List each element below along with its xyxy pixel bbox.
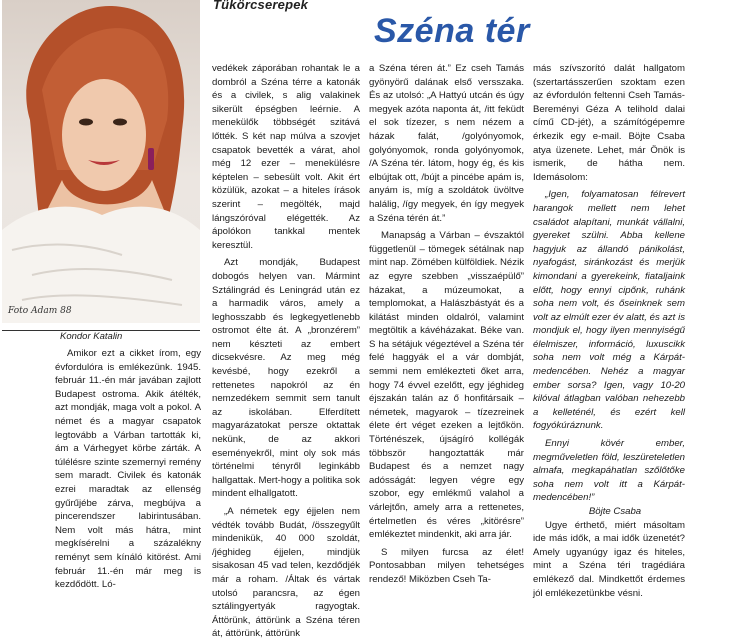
photo-signature: Foto Adam 88 (8, 306, 72, 316)
paragraph: „A németek egy éjjelen nem védték tovább Budát, /összegyűlt mindenikük, 40 000 szoldát, /jéghideg éjjelen, mindjük sisakosan 45 vad telen, kezdődjék már a roham. /Áltak és vártak utolsó parancsra, az égen sztálingyertyák ragyogtak. Áttörünk, áttörünk a Széna téren át, áttörünk, áttörünk (212, 506, 360, 640)
paragraph: vedékek záporában rohantak le a dombról a Széna térre a katonák és a civilek, s alig valakinek sikerült épségben leérnie. A menekülők többségét szitává lőtték. S két nap múlva a szovjet csapatok bevették a várat, ahol még 12 ezer – menekülésre képtelen – sebesült volt. Akit ért közülük, azokat – a hiteles írások szerint – megölték, majd lángszóróval elégették. Az ápolókon tankkal mentek keresztül. (212, 63, 360, 251)
article-title: Széna tér (374, 12, 530, 50)
portrait-illustration (2, 0, 200, 323)
text-column-1 (55, 347, 201, 592)
paragraph: Azt mondják, Budapest dobogós helyen van. Mármint Sztálingrád és Leningrád után ez a harmadik város, amely a leghosszabb és legkegyetlenebb ostromot élte át. A „bronzérem” nem készteti az embert dicsekvésre. Az meg még kevésbé, hogy ezekről a rettenetes napokról az én nemzedékem semmit sem tanult az iskolában. Elferdített magyarázatokat persze oktattak nekünk, de az akkori eseményekről, mint oly sok más történelmi tényről leginkább hallgattak. Mert-hogy a politika sok mindent elhallgatott. (212, 257, 360, 500)
paragraph: Amikor ezt a cikket írom, egy évfordulóra is emlékezünk. 1945. február 11.-én már javában zajlott Budapest ostroma. Akik átélték, azt mondják, maga volt a pokol. A német és a magyar csapatok legtovább a Várban tartották ki, ám a Várhegyet körbe zárták. A túlélésre szinte szemernyi remény sem maradt. Civilek és katonák ezrei maradtak az ellenség gyűrűjébe zárva, megbújva a pincerendszer labirintusában. Nem volt más hátra, mint megkísérelni a százalékny reményt sem kínáló kitörést. Ami február 11.-én már meg is kezdődött. Ló- (55, 348, 201, 591)
portrait-photo (2, 0, 200, 323)
text-column-2 (212, 62, 360, 641)
paragraph: Manapság a Várban – évszaktól függetlenül – tömegek sétálnak nap mint nap. Zömében külföldiek. Nézik az egyre szebben „visszaépülő” házakat, a múzeumokat, a templomokat, a Halászbástyát és a kilátást minden oldalról, valamint megtöltik a kávéházakat. Béke van. S ha sétájuk végeztével a Széna tér felé haggyák el a vár dombját, semmi nem emlékezteti őket arra, hogy 74 évvel ezelőtt, egy jéghideg éjszakán talán az ő honfitársaik – németek, magyarok – tízezreinek élete ért véget ezeken a lejtőkön. Történészek, újságíró kollégák többször hangoztatták már Budapest és a nemzet nagy adósságát: legyen végre egy szobor, egy emlékmű valahol a várlejtőn, amely arra a rettenetes, értelmetlen és véres „kitörésre” emlékeztet mindenkit, aki arra jár. (369, 230, 524, 541)
paragraph: más szívszorító dalát hallgatom (szertartásszerűen szoktam ezen az évfordulón feltenni Cseh Tamás-Bereményi Géza A telihold dalai című CD-jét), a számítógépemre érkezik egy e-mail. Böjte Csaba atya üzenete. Lehet, már Önök is ismerik, de hátha nem. Idemásolom: (533, 63, 685, 183)
paragraph: S milyen furcsa az élet! Pontosabban milyen tehetséges rendező! Miközben Cseh Ta- (369, 546, 524, 585)
quote-paragraph: „Igen, folyamatosan félrevert harangok mellett nem lehet családot alapítani, munkát vállalni, gyereket szülni. Abba kellene hagyjuk az állandó pánikolást, nyafogást, siránkozást és merjük kimondani a gyerekeink, fiataljaink előtt, hogy ennyi cipőnk, ruhánk soha nem volt, és őseinknek sem volt az elmúlt ezer év alatt, és azt is mondjuk el, hogy ilyen mennyiségű élelmiszer, információ, luxuscikk soha nem volt még a Kárpát-medencében. Nehéz a magyar ember sorsa? Igen, vagy 10-20 kilóval átlagban valóban nehezebb a kelleténél, és ezért kell fogyókúráznunk. (533, 189, 685, 432)
paragraph: a Széna téren át.” Ez cseh Tamás gyönyörű dalának első versszaka. És az utolsó: „A Hattyú utcán és úgy megyek azóta naponta át, /itt feküdt el sok tízezer, s nem nézem a házak falát, /golyónyomok, golyónyomok, ronda golyónyomok, /A Széna tér. látom, hogy ég, és kis elbújtak ott, /bújt a pincébe apám is, anyám is, míg a szoldátok üvöltve halálig, /így megyek, én így megyek a Széna térén át.” (369, 63, 524, 224)
paragraph: Ugye érthető, miért másoltam ide más idők, a mai idők üzenetét? Amely ugyanúgy igaz és hiteles, mint a Széna téri tragédiára emlékező dal. Mindkettőt érdemes jól emlékezetünkbe vésni. (533, 519, 685, 599)
quote-signature: Böjte Csaba (588, 506, 642, 517)
section-label: Tükörcserepek (213, 0, 309, 12)
text-column-4 (533, 62, 685, 600)
photo-caption: Kondor Katalin (60, 331, 123, 342)
text-column-3 (369, 62, 524, 587)
quote-paragraph: Ennyi kövér ember, megműveletlen föld, leszüreteletlen almafa, megkapáhatlan szőlőtőke soha nem volt itt a Kárpát-medencében!” (533, 438, 685, 504)
